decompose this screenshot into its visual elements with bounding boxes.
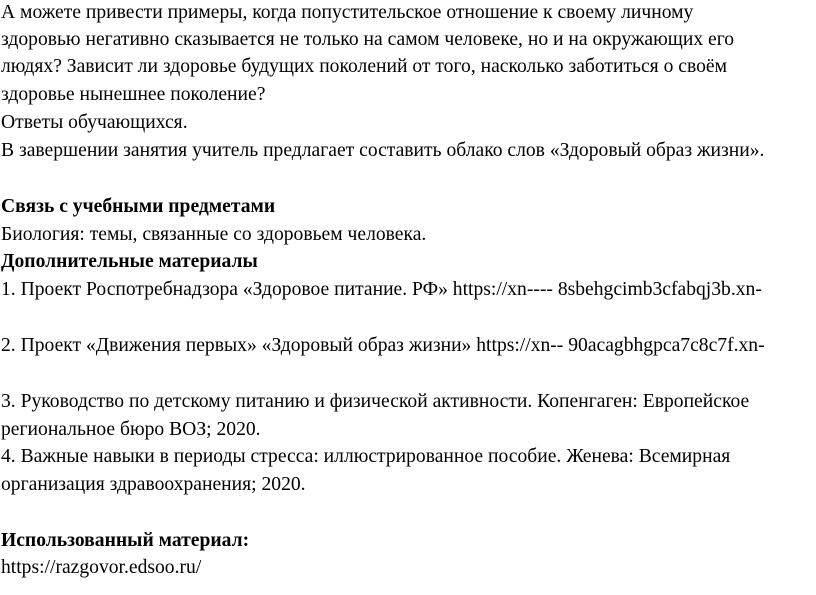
intro-line-2: здоровью негативно сказывается не только на самом человеке, но и на окружающих его	[1, 29, 735, 50]
material-item-4-line-1: 4. Важные навыки в периоды стресса: иллюстрированное пособие. Женева: Всемирная	[1, 446, 731, 467]
used-link[interactable]: https://razgovor.edsoo.ru/	[1, 557, 202, 578]
material-item-3-line-1: 3. Руководство по детскому питанию и физической активности. Копенгаген: Европейское	[1, 391, 750, 412]
material-item-4-line-2: организация здравоохранения; 2020.	[1, 474, 306, 495]
intro-line-1: А можете привести примеры, когда попустительское отношение к своему личному	[1, 2, 694, 23]
intro-line-4: здоровье нынешнее поколение?	[1, 84, 266, 105]
intro-line-3: людях? Зависит ли здоровье будущих поколений от того, насколько заботиться о своём	[1, 56, 727, 77]
biology-text: Биология: темы, связанные со здоровьем человека.	[1, 224, 427, 245]
answers-text: Ответы обучающихся.	[1, 112, 188, 133]
materials-heading: Дополнительные материалы	[1, 251, 258, 272]
used-heading: Использованный материал:	[1, 530, 250, 551]
subjects-heading: Связь с учебными предметами	[1, 196, 276, 217]
material-item-1: 1. Проект Роспотребнадзора «Здоровое питание. РФ» https://xn---- 8sbehgcimb3cfabqj3b.xn-	[1, 279, 762, 300]
material-item-2: 2. Проект «Движения первых» «Здоровый образ жизни» https://xn-- 90acagbhgpca7c8c7f.xn-	[1, 335, 765, 356]
material-item-3-line-2: региональное бюро ВОЗ; 2020.	[1, 419, 261, 440]
conclusion-text: В завершении занятия учитель предлагает составить облако слов «Здоровый образ жизни».	[1, 140, 765, 161]
